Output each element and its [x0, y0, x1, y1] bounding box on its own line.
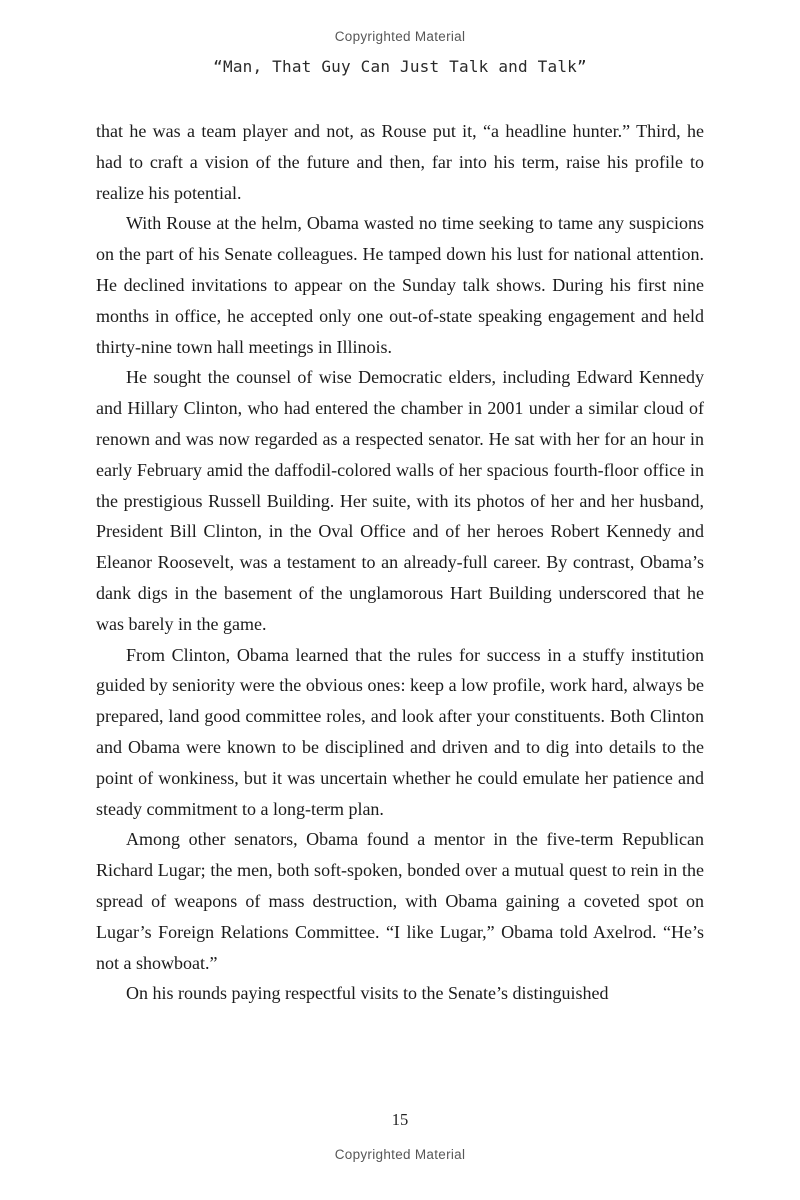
- page-footer: [0, 1110, 800, 1200]
- paragraph: He sought the counsel of wise Democratic elders, including Edward Kennedy and Hillary Clinton, who had entered the chamber in 2001 under a similar cloud of renown and was now regarded as a respected senator. He sat with her for an hour in early February amid the daffodil-colored walls of her spacious fourth-floor office in the prestigious Russell Building. Her suite, with its photos of her and her husband, President Bill Clinton, in the Oval Office and of her heroes Robert Kennedy and Eleanor Roosevelt, was a testament to an already-full career. By contrast, Obama’s dank digs in the basement of the unglamorous Hart Building underscored that he was barely in the game.: [96, 367, 704, 634]
- body-text: [96, 116, 704, 1009]
- paragraph: With Rouse at the helm, Obama wasted no time seeking to tame any suspicions on the part of his Senate colleagues. He tamped down his lust for national attention. He declined invitations to appear on the Sunday talk shows. During his first nine months in office, he accepted only one out-of-state speaking engagement and held thirty-nine town hall meetings in Illinois.: [96, 213, 704, 357]
- paragraph: On his rounds paying respectful visits to the Senate’s distinguished: [126, 983, 609, 1004]
- paragraph: that he was a team player and not, as Rouse put it, “a headline hunter.” Third, he had to craft a vision of the future and then, far into his term, raise his profile to realize his potential.: [96, 121, 704, 203]
- chapter-running-head: “Man, That Guy Can Just Talk and Talk”: [213, 57, 587, 76]
- page-number: 15: [391, 1110, 409, 1129]
- paragraph: Among other senators, Obama found a mentor in the five-term Republican Richard Lugar; the men, both soft-spoken, bonded over a mutual quest to rein in the spread of weapons of mass destruction, with Obama gaining a coveted spot on Lugar’s Foreign Relations Committee. “I like Lugar,” Obama told Axelrod. “He’s not a showboat.”: [96, 829, 704, 973]
- copyright-notice-bottom: Copyrighted Material: [334, 1147, 466, 1162]
- paragraph: From Clinton, Obama learned that the rules for success in a stuffy institution guided by seniority were the obvious ones: keep a low profile, work hard, always be prepared, land good committee roles, and look after your constituents. Both Clinton and Obama were known to be disciplined and driven and to dig into details to the point of wonkiness, but it was uncertain whether he could emulate her patience and steady commitment to a long-term plan.: [96, 644, 704, 819]
- copyright-notice-top: Copyrighted Material: [334, 29, 466, 44]
